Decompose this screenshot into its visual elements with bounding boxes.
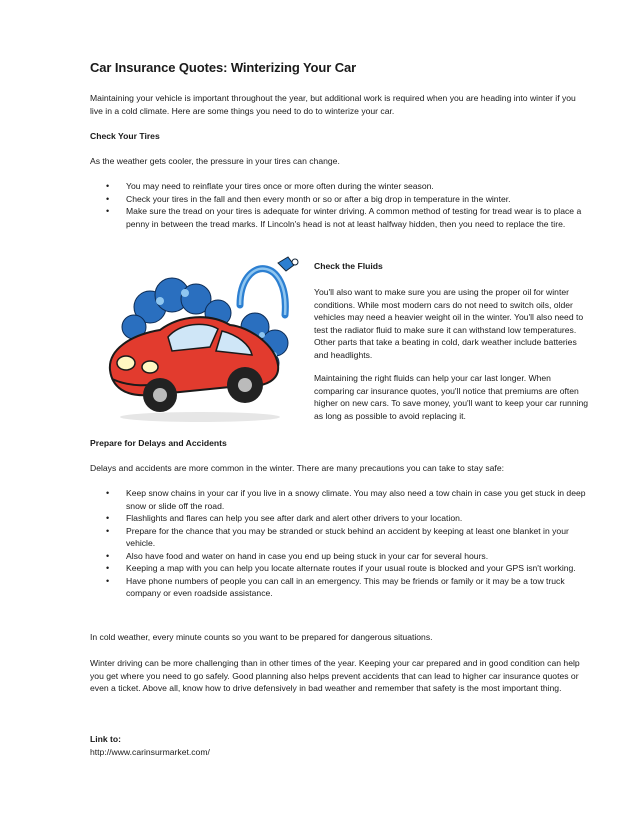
list-item: • Keeping a map with you can help you locate alternate routes if your usual route is blocked and your GPS isn't working. <box>90 562 590 575</box>
delays-heading: Prepare for Delays and Accidents <box>90 438 227 448</box>
fluids-paragraph-1: You'll also want to make sure you are using the proper oil for winter conditions. While most modern cars do not need to switch oils, older vehicles may need a heavier weight oil in the winter. You'll also need to test the radiator fluid to make sure it can withstand low temperatures. Other parts that take a beating in cold, dark weather include batteries and headlights. <box>314 287 584 360</box>
list-item: • Have phone numbers of people you can call in an emergency. This may be friends or family or it may be a tow truck company or even roadside assistance. <box>90 575 590 600</box>
tires-list <box>90 180 590 230</box>
closing-paragraph: Winter driving can be more challenging than in other times of the year. Keeping your car prepared and in good condition can help you get where you need to go safely. Good planning also helps prevent accidents that can lead to higher car insurance quotes or even a ticket. Above all, know how to drive defensively in bad weather and remember that safety is the most important thing. <box>90 658 580 693</box>
delays-closing: In cold weather, every minute counts so you want to be prepared for dangerous situations. <box>90 632 433 642</box>
link-label: Link to: <box>90 734 122 744</box>
link-url[interactable]: http://www.carinsurmarket.com/ <box>90 747 210 757</box>
car-wash-illustration <box>90 255 310 425</box>
list-item: • Keep snow chains in your car if you live in a snowy climate. You may also need a tow chain in case you get stuck in deep snow or slide off the road. <box>90 487 590 512</box>
delays-list <box>90 487 590 600</box>
list-item: • Also have food and water on hand in case you end up being stuck in your car for several hours. <box>90 550 590 563</box>
tires-lead: As the weather gets cooler, the pressure in your tires can change. <box>90 156 340 166</box>
fluids-heading: Check the Fluids <box>314 261 383 271</box>
tires-heading: Check Your Tires <box>90 131 160 141</box>
list-item: • Flashlights and flares can help you see after dark and alert other drivers to your location. <box>90 512 590 525</box>
list-item: • Check your tires in the fall and then every month or so or after a big drop in temperature in the winter. <box>90 193 590 206</box>
fluids-paragraph-2: Maintaining the right fluids can help your car last longer. When comparing car insurance quotes, you'll notice that premiums are often higher on new cars. To save money, you'll want to keep your car running as long as possible to avoid replacing it. <box>314 373 589 421</box>
list-item: • Make sure the tread on your tires is adequate for winter driving. A common method of testing for tread wear is to place a penny in between the tread marks. If Lincoln's head is not at least halfway hidden, then you need to replace the tire. <box>90 205 590 230</box>
list-item: • You may need to reinflate your tires once or more often during the winter season. <box>90 180 590 193</box>
delays-lead: Delays and accidents are more common in the winter. There are many precautions you can take to stay safe: <box>90 463 504 473</box>
page-title: Car Insurance Quotes: Winterizing Your Car <box>90 60 357 75</box>
list-item: • Prepare for the chance that you may be stranded or stuck behind an accident by keeping at least one blanket in your vehicle. <box>90 525 590 550</box>
intro-paragraph: Maintaining your vehicle is important throughout the year, but additional work is required when you are heading into winter if you live in a cold climate. Here are some things you need to do to winterize your car. <box>90 93 576 116</box>
